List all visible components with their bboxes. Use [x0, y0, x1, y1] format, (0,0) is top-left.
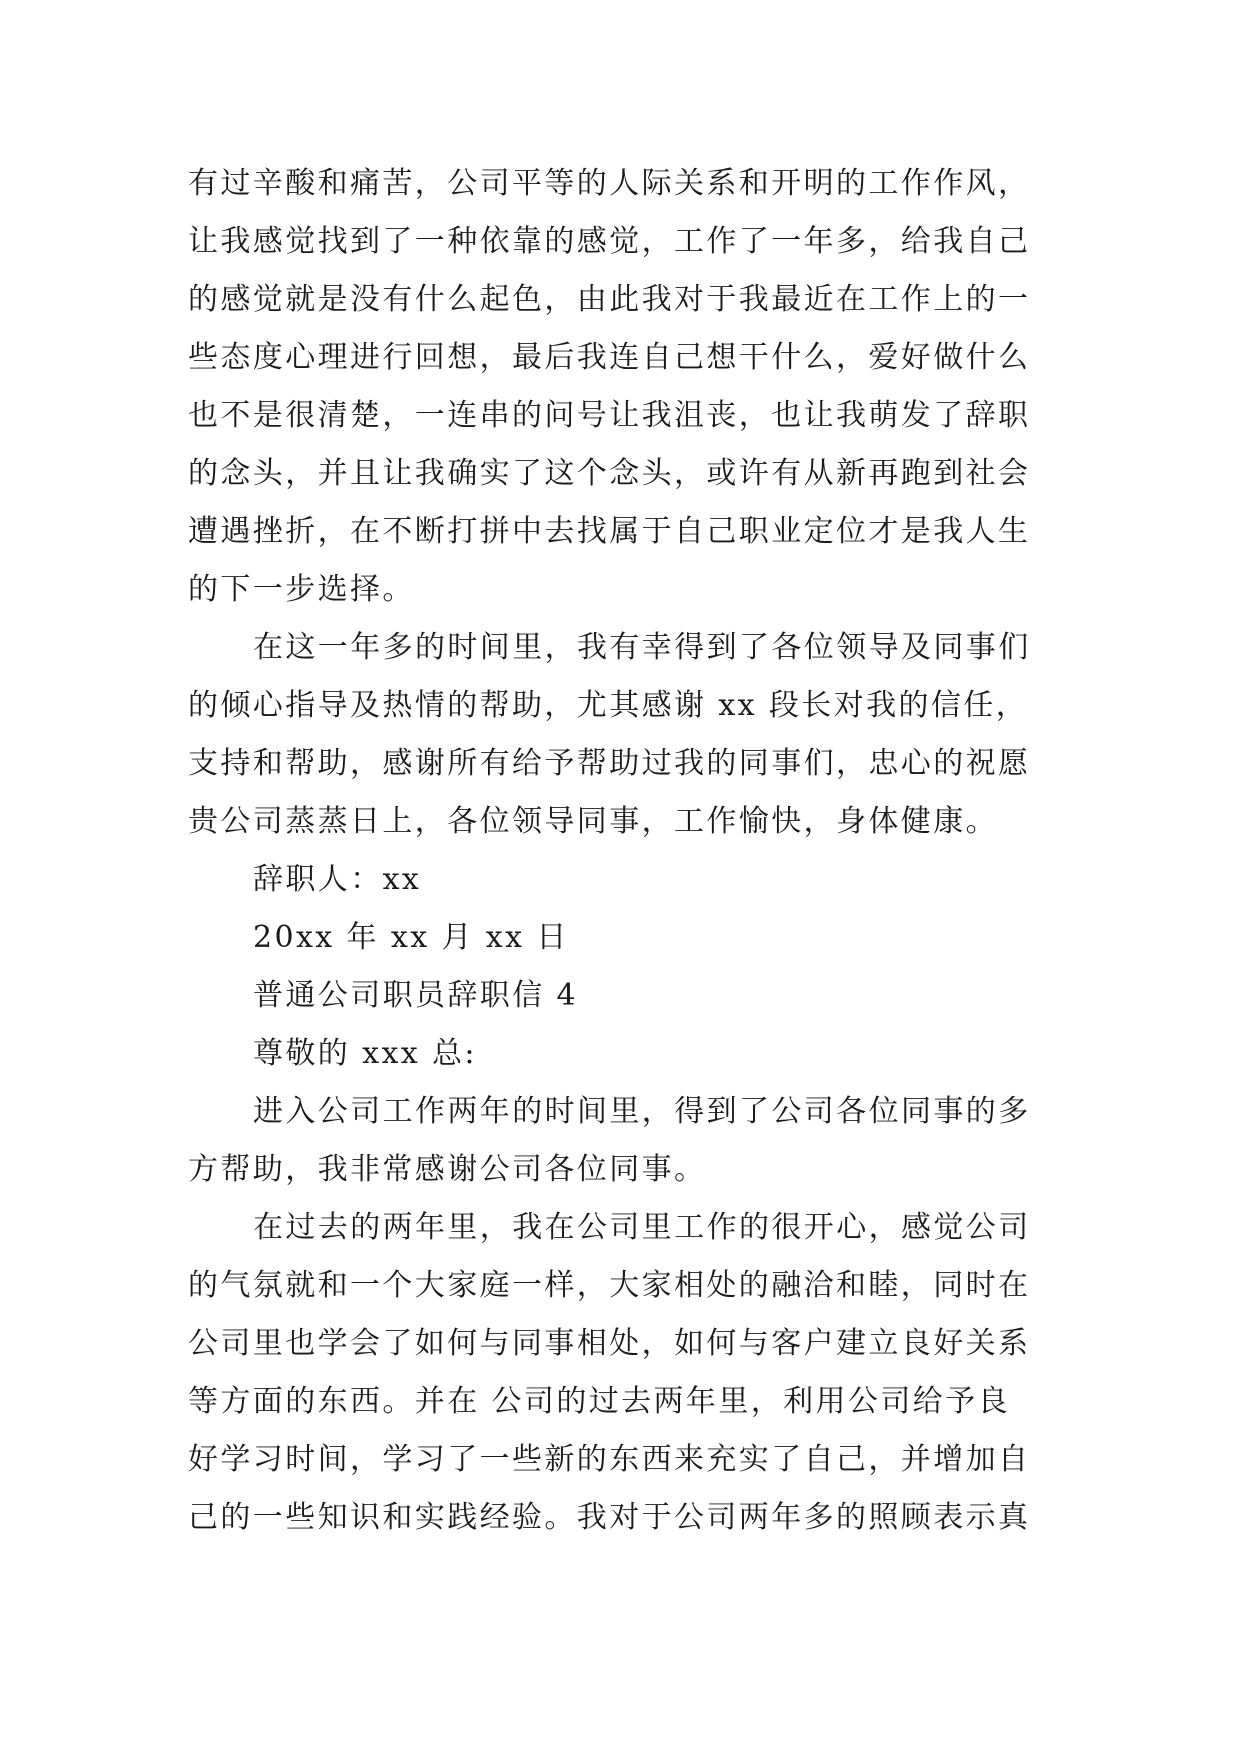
letter-title: 普通公司职员辞职信 4	[253, 978, 579, 1013]
text-line: 有过辛酸和痛苦，公司平等的人际关系和开明的工作作风，	[188, 166, 1031, 201]
text-line: 的念头，并且让我确实了这个念头，或许有从新再跑到社会	[188, 456, 1031, 491]
text-line: 些态度心理进行回想，最后我连自己想干什么，爱好做什么	[188, 340, 1031, 375]
signature-line: 辞职人：xx	[253, 862, 422, 897]
text-line: 的感觉就是没有什么起色，由此我对于我最近在工作上的一	[188, 282, 1031, 317]
text-line: 方帮助，我非常感谢公司各位同事。	[188, 1152, 707, 1187]
document-body	[188, 155, 1058, 1547]
salutation-line: 尊敬的 xxx 总:	[253, 1036, 477, 1071]
paragraph-start-line: 在过去的两年里，我在公司里工作的很开心，感觉公司	[253, 1210, 1031, 1245]
date-line: 20xx 年 xx 月 xx 日	[253, 920, 569, 955]
text-line: 的气氛就和一个大家庭一样，大家相处的融洽和睦，同时在	[188, 1268, 1031, 1303]
text-line: 支持和帮助，感谢所有给予帮助过我的同事们，忠心的祝愿	[188, 746, 1031, 781]
text-line: 的下一步选择。	[188, 572, 415, 607]
paragraph-start-line: 在这一年多的时间里，我有幸得到了各位领导及同事们	[253, 630, 1031, 665]
text-line: 公司里也学会了如何与同事相处，如何与客户建立良好关系	[188, 1326, 1031, 1361]
text-line: 遭遇挫折，在不断打拼中去找属于自己职业定位才是我人生	[188, 514, 1031, 549]
text-line: 好学习时间，学习了一些新的东西来充实了自己，并增加自	[188, 1442, 1031, 1477]
paragraph-start-line: 进入公司工作两年的时间里，得到了公司各位同事的多	[253, 1094, 1031, 1129]
text-line: 己的一些知识和实践经验。我对于公司两年多的照顾表示真	[188, 1500, 1031, 1535]
text-line: 让我感觉找到了一种依靠的感觉，工作了一年多，给我自己	[188, 224, 1031, 259]
text-line: 贵公司蒸蒸日上，各位领导同事，工作愉快，身体健康。	[188, 804, 998, 839]
text-line: 也不是很清楚，一连串的问号让我沮丧，也让我萌发了辞职	[188, 398, 1031, 433]
text-line: 的倾心指导及热情的帮助，尤其感谢 xx 段长对我的信任，	[188, 688, 1029, 723]
text-line: 等方面的东西。并在 公司的过去两年里，利用公司给予良	[188, 1384, 1010, 1419]
